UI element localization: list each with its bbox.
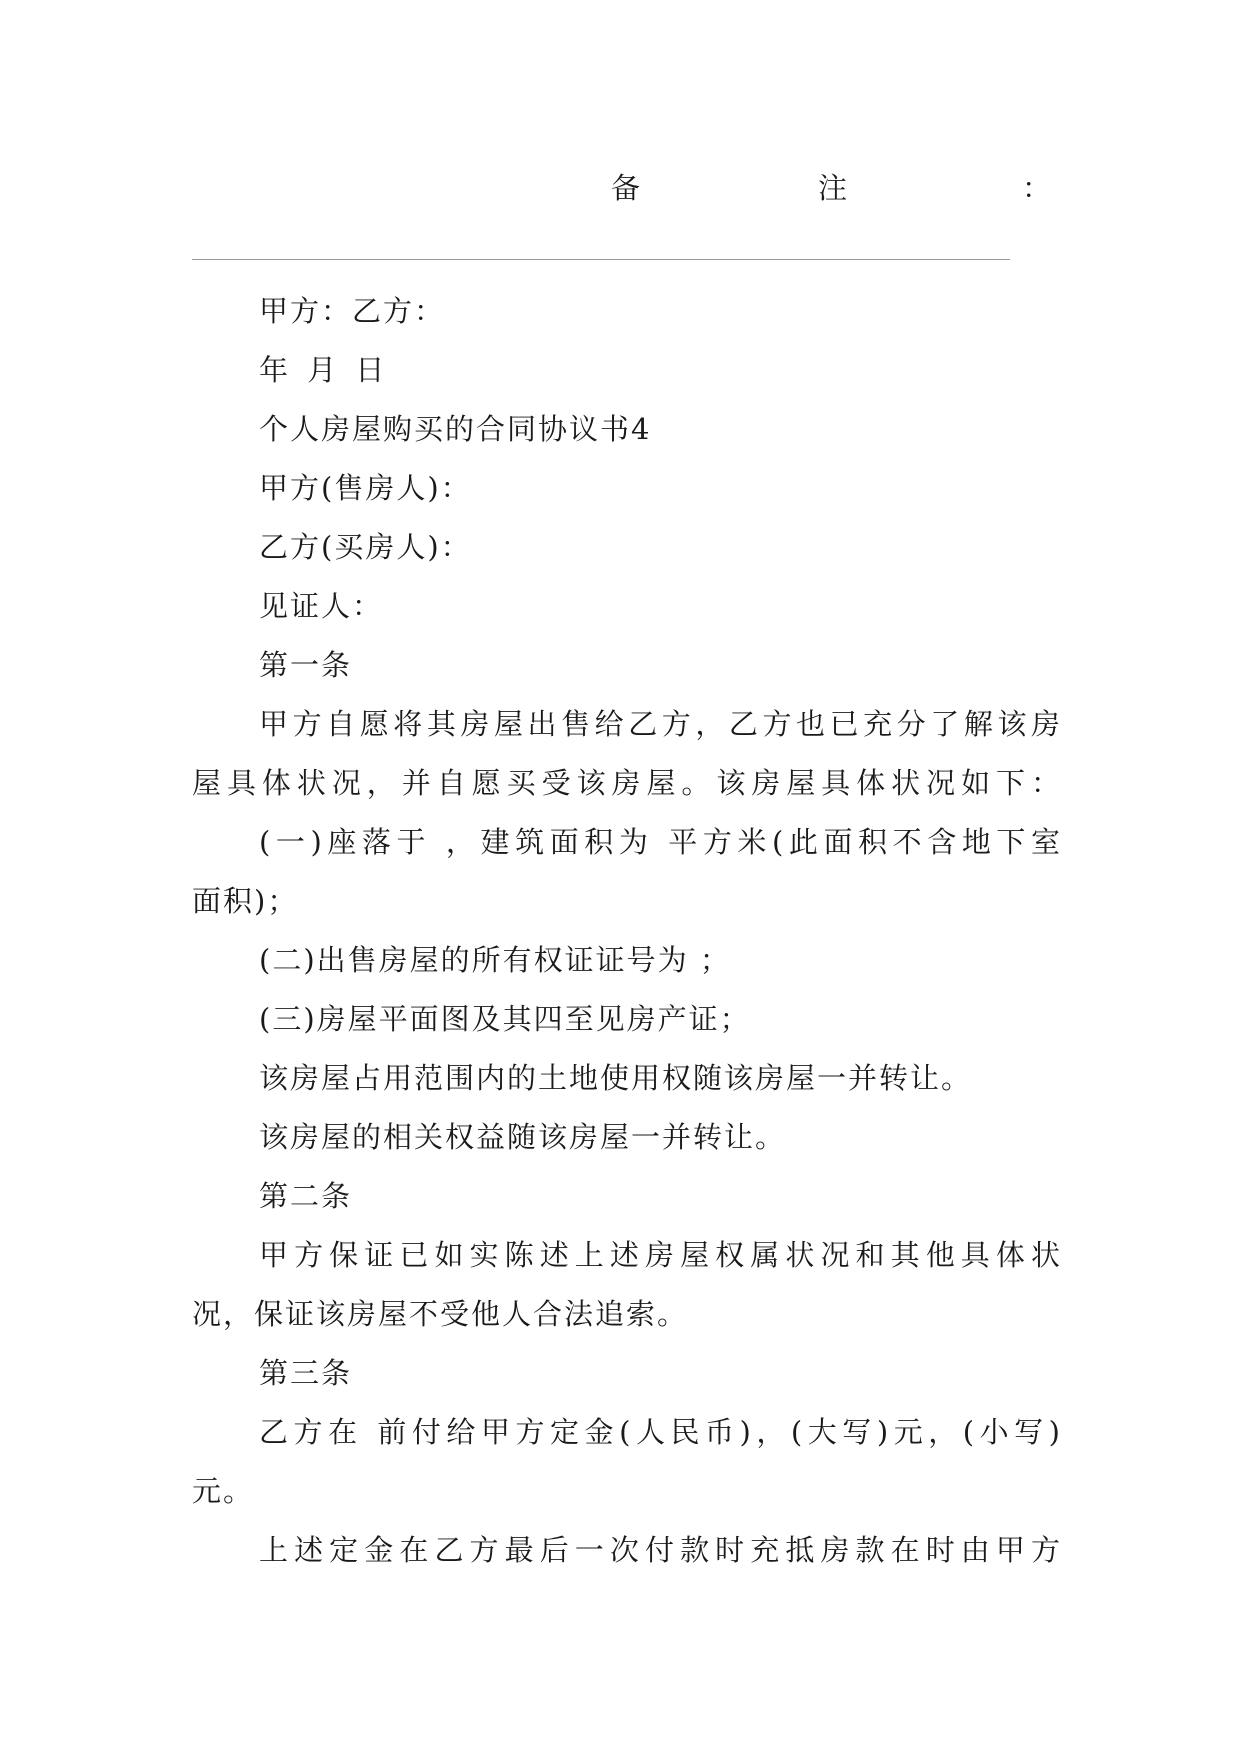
witness-line: 见证人： xyxy=(259,589,384,623)
paragraph-line: 面积)； xyxy=(192,884,299,918)
paragraph-line: (一)座落于 ，建筑面积为 平方米(此面积不含地下室 xyxy=(259,825,1062,859)
paragraph-line: 上述定金在乙方最后一次付款时充抵房款在时由甲方 xyxy=(259,1533,1062,1567)
article-2-heading: 第二条 xyxy=(259,1179,353,1213)
article-3-heading: 第三条 xyxy=(259,1356,353,1390)
paragraph-line: 乙方在 前付给甲方定金(人民币)，(大写)元，(小写) xyxy=(259,1415,1062,1449)
remark-char-2: 注 xyxy=(818,171,848,205)
contract-title: 个人房屋购买的合同协议书4 xyxy=(259,412,652,446)
paragraph-line: 该房屋的相关权益随该房屋一并转让。 xyxy=(259,1120,787,1154)
paragraph-line: (三)房屋平面图及其四至见房产证； xyxy=(259,1002,751,1036)
paragraph-line: 况，保证该房屋不受他人合法追索。 xyxy=(192,1297,689,1331)
paragraph-line: 元。 xyxy=(192,1474,255,1508)
buyer-line: 乙方(买房人)： xyxy=(259,530,472,564)
remark-fill-line xyxy=(192,259,1010,260)
paragraph-line: 甲方自愿将其房屋出售给乙方，乙方也已充分了解该房 xyxy=(259,707,1062,741)
remark-colon: ： xyxy=(1022,171,1052,205)
date-line: 年 月 日 xyxy=(259,353,390,387)
paragraph-line: 屋具体状况，并自愿买受该房屋。该房屋具体状况如下： xyxy=(192,766,1062,800)
article-1-heading: 第一条 xyxy=(259,648,353,682)
seller-line: 甲方(售房人)： xyxy=(259,471,472,505)
remark-char-1: 备 xyxy=(611,171,641,205)
paragraph-line: (二)出售房屋的所有权证证号为 ； xyxy=(259,943,731,977)
signature-parties-line: 甲方：乙方： xyxy=(259,294,446,328)
paragraph-line: 甲方保证已如实陈述上述房屋权属状况和其他具体状 xyxy=(259,1238,1062,1272)
contract-body xyxy=(192,282,1062,1580)
remark-heading xyxy=(0,168,1241,208)
paragraph-line: 该房屋占用范围内的土地使用权随该房屋一并转让。 xyxy=(259,1061,973,1095)
